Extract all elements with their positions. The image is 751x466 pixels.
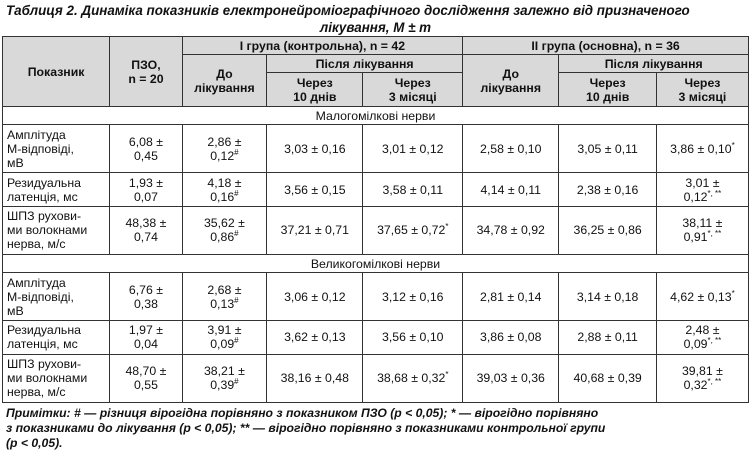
cell-g2-3m: 38,11 ± 0,91*, ** bbox=[656, 206, 748, 254]
cell-pzo: 6,08 ± 0,45 bbox=[110, 125, 183, 173]
header-g2-10-days: Через 10 днів bbox=[559, 73, 656, 107]
cell-g1-3m: 3,56 ± 0,10 bbox=[363, 321, 463, 354]
header-group-1: I група (контрольна), n = 42 bbox=[182, 37, 462, 55]
table-row bbox=[3, 125, 749, 173]
significance-mark: * bbox=[731, 140, 735, 150]
cell-g1-before: 2,68 ± 0,13# bbox=[182, 273, 266, 321]
notes-line-2: з показниками до лікування (p < 0,05); ** — вірогідно порівняно з показниками контрольної групи bbox=[6, 421, 606, 435]
significance-mark: # bbox=[234, 336, 239, 346]
table-row bbox=[3, 173, 749, 206]
significance-mark: * bbox=[731, 288, 735, 298]
significance-mark: # bbox=[234, 295, 239, 305]
cell-g2-before: 39,03 ± 0,36 bbox=[463, 354, 559, 402]
cell-g1-10d: 3,62 ± 0,13 bbox=[267, 321, 363, 354]
cell-g2-before: 2,81 ± 0,14 bbox=[463, 273, 559, 321]
header-indicator: Показник bbox=[3, 37, 110, 107]
cell-g1-10d: 37,21 ± 0,71 bbox=[267, 206, 363, 254]
table-row bbox=[3, 321, 749, 354]
section-title: Великогомілкові нерви bbox=[3, 254, 749, 272]
cell-g1-10d: 3,03 ± 0,16 bbox=[267, 125, 363, 173]
row-label: ШПЗ рухови- ми волокнами нерва, м/с bbox=[3, 354, 110, 402]
notes-line-3: (p < 0,05). bbox=[6, 436, 63, 450]
cell-g1-10d: 3,06 ± 0,12 bbox=[267, 273, 363, 321]
cell-pzo: 48,38 ± 0,74 bbox=[110, 206, 183, 254]
row-label: Резидуальна латенція, мс bbox=[3, 173, 110, 206]
significance-mark: # bbox=[234, 229, 239, 239]
significance-mark: # bbox=[234, 188, 239, 198]
header-g2-3-months: Через 3 місяці bbox=[656, 73, 748, 107]
cell-g2-10d: 40,68 ± 0,39 bbox=[559, 354, 656, 402]
cell-g2-before: 2,58 ± 0,10 bbox=[463, 125, 559, 173]
row-label: Резидуальна латенція, мс bbox=[3, 321, 110, 354]
cell-g2-10d: 2,38 ± 0,16 bbox=[559, 173, 656, 206]
cell-pzo: 1,93 ± 0,07 bbox=[110, 173, 183, 206]
cell-g2-3m: 2,48 ± 0,09*, ** bbox=[656, 321, 748, 354]
table-row bbox=[3, 354, 749, 402]
cell-pzo: 48,70 ± 0,55 bbox=[110, 354, 183, 402]
significance-mark: * bbox=[445, 370, 449, 380]
cell-g2-3m: 3,01 ± 0,12*, ** bbox=[656, 173, 748, 206]
cell-g2-10d: 36,25 ± 0,86 bbox=[559, 206, 656, 254]
cell-pzo: 6,76 ± 0,38 bbox=[110, 273, 183, 321]
header-g2-before: До лікування bbox=[463, 55, 559, 107]
data-table bbox=[2, 36, 749, 403]
header-g2-after: Після лікування bbox=[559, 55, 749, 73]
row-label: ШПЗ рухови- ми волокнами нерва, м/с bbox=[3, 206, 110, 254]
row-label: Амплітуда М-відповіді, мВ bbox=[3, 273, 110, 321]
row-label: Амплітуда М-відповіді, мВ bbox=[3, 125, 110, 173]
cell-g2-10d: 3,05 ± 0,11 bbox=[559, 125, 656, 173]
significance-mark: *, ** bbox=[707, 229, 722, 239]
header-group-2: II група (основна), n = 36 bbox=[463, 37, 749, 55]
table-row bbox=[3, 206, 749, 254]
cell-g2-before: 34,78 ± 0,92 bbox=[463, 206, 559, 254]
significance-mark: # bbox=[234, 377, 239, 387]
significance-mark: *, ** bbox=[707, 336, 722, 346]
cell-g1-10d: 3,56 ± 0,15 bbox=[267, 173, 363, 206]
cell-g2-10d: 2,88 ± 0,11 bbox=[559, 321, 656, 354]
cell-g2-10d: 3,14 ± 0,18 bbox=[559, 273, 656, 321]
cell-pzo: 1,97 ± 0,04 bbox=[110, 321, 183, 354]
table-row bbox=[3, 273, 749, 321]
cell-g2-3m: 3,86 ± 0,10* bbox=[656, 125, 748, 173]
cell-g2-before: 3,86 ± 0,08 bbox=[463, 321, 559, 354]
cell-g1-3m: 3,01 ± 0,12 bbox=[363, 125, 463, 173]
table-notes bbox=[6, 406, 746, 451]
header-g1-after: Після лікування bbox=[267, 55, 463, 73]
cell-g1-before: 3,91 ± 0,09# bbox=[182, 321, 266, 354]
cell-g1-before: 4,18 ± 0,16# bbox=[182, 173, 266, 206]
cell-g1-10d: 38,16 ± 0,48 bbox=[267, 354, 363, 402]
header-g1-10-days: Через 10 днів bbox=[267, 73, 363, 107]
cell-g1-3m: 3,58 ± 0,11 bbox=[363, 173, 463, 206]
cell-g2-3m: 39,81 ± 0,32*, ** bbox=[656, 354, 748, 402]
significance-mark: *, ** bbox=[707, 188, 722, 198]
header-g1-before: До лікування bbox=[182, 55, 266, 107]
cell-g1-3m: 38,68 ± 0,32* bbox=[363, 354, 463, 402]
caption-line-1: Таблиця 2. Динаміка показників електронейроміографічного дослідження залежно від призначеного bbox=[6, 3, 690, 18]
significance-mark: * bbox=[445, 222, 449, 232]
cell-g2-3m: 4,62 ± 0,13* bbox=[656, 273, 748, 321]
cell-g1-3m: 3,12 ± 0,16 bbox=[363, 273, 463, 321]
notes-line-1: Примітки: # — різниця вірогідна порівняно з показником ПЗО (p < 0,05); * — вірогідно порівняно bbox=[6, 406, 599, 420]
cell-g1-before: 35,62 ± 0,86# bbox=[182, 206, 266, 254]
significance-mark: # bbox=[234, 147, 239, 157]
table-caption bbox=[0, 0, 751, 34]
caption-line-2: лікування, M ± m bbox=[319, 20, 432, 35]
significance-mark: *, ** bbox=[707, 377, 722, 387]
cell-g1-3m: 37,65 ± 0,72* bbox=[363, 206, 463, 254]
cell-g2-before: 4,14 ± 0,11 bbox=[463, 173, 559, 206]
header-g1-3-months: Через 3 місяці bbox=[363, 73, 463, 107]
header-pzo: ПЗО, n = 20 bbox=[110, 37, 183, 107]
cell-g1-before: 38,21 ± 0,39# bbox=[182, 354, 266, 402]
section-title: Малогомілкові нерви bbox=[3, 107, 749, 125]
cell-g1-before: 2,86 ± 0,12# bbox=[182, 125, 266, 173]
